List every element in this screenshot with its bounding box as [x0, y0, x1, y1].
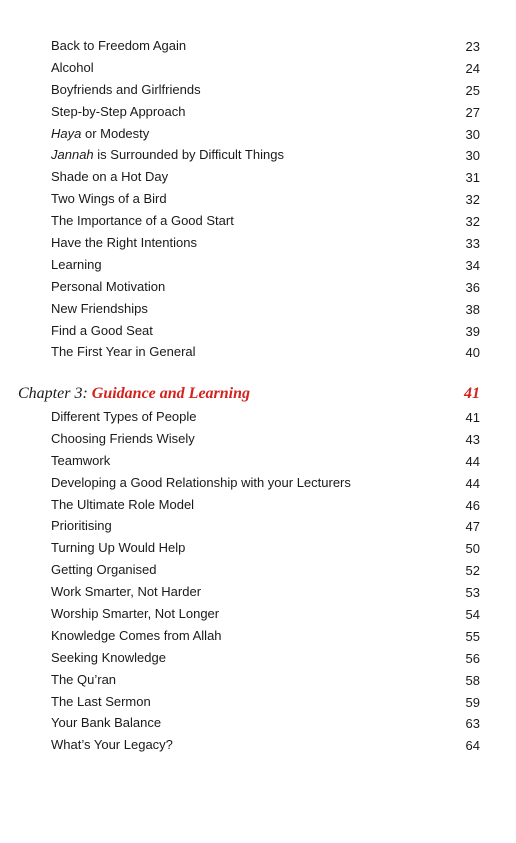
toc-entry[interactable]: [0, 428, 516, 450]
toc-entry-title-rest: is Surrounded by Difficult Things: [93, 147, 284, 163]
toc-entry[interactable]: [0, 647, 516, 669]
toc-entry-title: The Last Sermon: [51, 693, 151, 709]
toc-entry-title-rest: or Modesty: [81, 125, 150, 141]
toc-entry[interactable]: [0, 298, 516, 320]
toc-entry-title: [51, 126, 149, 141]
toc-entry-page: 64: [465, 738, 480, 754]
toc-entry-title: Back to Freedom Again: [51, 38, 187, 53]
toc-entry-title: Your Bank Balance: [51, 715, 162, 731]
toc-entry[interactable]: [0, 450, 516, 472]
toc-entry-title: Boyfriends and Girlfriends: [51, 81, 201, 97]
toc-entry-title: Seeking Knowledge: [51, 649, 166, 665]
toc-entry-title: Worship Smarter, Not Longer: [51, 606, 220, 622]
toc-entry-page: 50: [465, 541, 480, 557]
toc-list-chapter3: [0, 406, 516, 756]
toc-entry-title: Personal Motivation: [51, 278, 166, 294]
toc-entry-page: 34: [465, 257, 480, 273]
toc-entry[interactable]: [0, 79, 516, 101]
toc-entry-title: Teamwork: [51, 452, 111, 468]
toc-entry-title: Developing a Good Relationship with your Lecturers: [51, 474, 351, 490]
toc-entry-page: 30: [465, 148, 480, 164]
toc-entry-title: Have the Right Intentions: [51, 235, 197, 251]
toc-entry-title: Step-by-Step Approach: [51, 103, 186, 119]
toc-entry-page: 63: [465, 716, 480, 732]
toc-entry[interactable]: [0, 625, 516, 647]
toc-entry-title: Turning Up Would Help: [51, 540, 186, 556]
toc-entry[interactable]: [0, 144, 516, 166]
toc-entry-title: Work Smarter, Not Harder: [51, 584, 202, 600]
toc-entry-page: 39: [465, 323, 480, 339]
toc-entry-page: 59: [465, 694, 480, 710]
toc-entry-page: 54: [465, 607, 480, 623]
chapter-title: Guidance and Learning: [91, 385, 251, 402]
toc-entry[interactable]: [0, 691, 516, 713]
toc-entry-title: Two Wings of a Bird: [51, 191, 167, 207]
toc-entry-page: 38: [465, 301, 480, 317]
toc-entry-title: [51, 147, 284, 162]
toc-entry-page: 41: [465, 410, 480, 425]
toc-entry-page: 58: [465, 672, 480, 688]
chapter-heading-text: [18, 385, 250, 403]
toc-entry[interactable]: [0, 341, 516, 363]
toc-entry-title: Find a Good Seat: [51, 322, 153, 338]
toc-entry-page: 36: [465, 279, 480, 295]
toc-entry[interactable]: [0, 57, 516, 79]
toc-entry[interactable]: [0, 581, 516, 603]
toc-entry-title: Different Types of People: [51, 409, 197, 424]
toc-entry-page: 23: [465, 39, 480, 54]
toc-entry[interactable]: [0, 515, 516, 537]
toc-entry[interactable]: [0, 559, 516, 581]
toc-entry-page: 32: [465, 214, 480, 230]
toc-entry-page: 56: [465, 650, 480, 666]
toc-entry-page: 30: [465, 126, 480, 142]
toc-entry[interactable]: [0, 537, 516, 559]
toc-entry[interactable]: [0, 210, 516, 232]
toc-entry[interactable]: [0, 276, 516, 298]
toc-entry[interactable]: [0, 101, 516, 123]
toc-entry-title: The Importance of a Good Start: [51, 213, 234, 229]
toc-entry-page: 31: [465, 170, 480, 186]
toc-entry[interactable]: [0, 320, 516, 342]
toc-entry-page: 44: [465, 453, 480, 469]
chapter-page-number: 41: [464, 385, 480, 402]
toc-entry[interactable]: [0, 123, 516, 145]
toc-entry-page: 40: [465, 345, 480, 361]
toc-entry-page: 46: [465, 497, 480, 513]
chapter-number-label: Chapter 3:: [18, 385, 92, 402]
toc-entry[interactable]: [0, 734, 516, 756]
toc-entry-page: 33: [465, 236, 480, 252]
toc-entry-title: The First Year in General: [51, 344, 196, 360]
toc-entry-page: 27: [465, 104, 480, 120]
toc-entry-title: Shade on a Hot Day: [51, 169, 169, 185]
toc-entry[interactable]: [0, 494, 516, 516]
toc-entry-page: 55: [465, 628, 480, 644]
toc-entry-page: 24: [465, 60, 480, 76]
toc-entry-title: The Qu’ran: [51, 671, 117, 687]
toc-entry-page: 43: [465, 431, 480, 447]
toc-entry-title: Prioritising: [51, 518, 112, 534]
toc-entry[interactable]: [0, 35, 516, 57]
toc-entry[interactable]: [0, 603, 516, 625]
toc-entry-title: New Friendships: [51, 300, 148, 316]
toc-entry-page: 32: [465, 192, 480, 208]
toc-entry-title: Alcohol: [51, 59, 94, 75]
toc-entry[interactable]: [0, 472, 516, 494]
toc-entry-page: 44: [465, 475, 480, 491]
toc-entry[interactable]: [0, 232, 516, 254]
toc-entry-title: Knowledge Comes from Allah: [51, 627, 222, 643]
toc-entry[interactable]: [0, 188, 516, 210]
toc-entry-title-italic: Haya: [51, 125, 82, 141]
toc-entry[interactable]: [0, 712, 516, 734]
toc-entry-page: 47: [465, 519, 480, 535]
toc-entry-title: Learning: [51, 256, 102, 272]
toc-entry[interactable]: [0, 406, 516, 428]
toc-list-continued: [0, 35, 516, 363]
toc-entry-title-italic: Jannah: [51, 147, 94, 163]
toc-entry-page: 52: [465, 563, 480, 579]
toc-entry-title: Getting Organised: [51, 562, 157, 578]
toc-entry[interactable]: [0, 669, 516, 691]
toc-entry-title: The Ultimate Role Model: [51, 496, 195, 512]
toc-entry[interactable]: [0, 254, 516, 276]
toc-entry-page: 53: [465, 585, 480, 601]
toc-entry-page: 25: [465, 82, 480, 98]
toc-entry-title: Choosing Friends Wisely: [51, 430, 195, 446]
chapter-heading[interactable]: [0, 384, 516, 406]
toc-entry-title: What’s Your Legacy?: [51, 737, 173, 753]
toc-entry[interactable]: [0, 166, 516, 188]
